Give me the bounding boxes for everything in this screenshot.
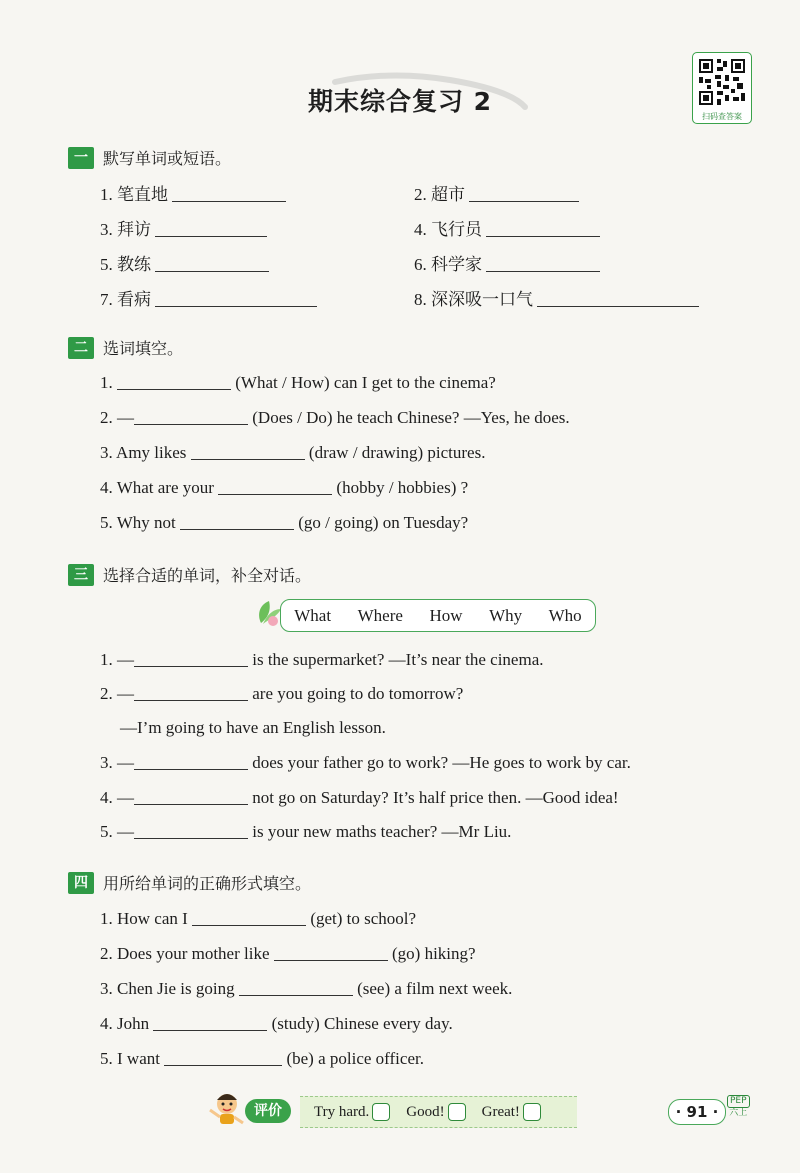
vocab-item: 8. 深深吸一口气 (414, 285, 699, 310)
edition-grade: 六上 (729, 1108, 748, 1118)
section-number: 二 (68, 337, 94, 359)
rating-label: Try hard. (314, 1103, 370, 1120)
section-title: 用所给单词的正确形式填空。 (103, 874, 312, 893)
section-number: 一 (68, 147, 94, 169)
section-1-header (68, 146, 231, 169)
exercise-item: 3. Chen Jie is going (see) a film next week. (100, 979, 513, 998)
exercise-item: 5. Why not (go / going) on Tuesday? (100, 513, 469, 532)
vocab-item: 3. 拜访 (100, 215, 267, 240)
vocab-item: 2. 超市 (414, 180, 579, 205)
answer-blank[interactable] (486, 255, 600, 272)
answer-blank[interactable] (134, 822, 248, 839)
answer-blank[interactable] (134, 788, 248, 805)
word-bank-item: Where (357, 605, 403, 625)
rating-label: Great! (481, 1103, 520, 1120)
answer-blank[interactable] (153, 1014, 267, 1031)
answer-blank[interactable] (191, 443, 305, 460)
section-4-header (68, 871, 311, 894)
edition-badge (727, 1095, 750, 1119)
answer-blank[interactable] (274, 944, 388, 961)
word-bank (280, 599, 596, 632)
edition-code: PEP (727, 1095, 750, 1108)
vocab-item: 6. 科学家 (414, 250, 600, 275)
word-bank-item: What (294, 605, 332, 625)
rating-checkbox[interactable] (523, 1103, 541, 1121)
rating-checkbox[interactable] (372, 1103, 390, 1121)
mascot-icon (205, 1090, 249, 1130)
answer-blank[interactable] (218, 478, 332, 495)
evaluation-label: 评价 (245, 1099, 291, 1123)
exercise-item: 1. How can I (get) to school? (100, 909, 417, 928)
leaf-icon (253, 597, 283, 627)
exercise-item: 3. Amy likes (draw / drawing) pictures. (100, 443, 486, 462)
dialogue-item: 5. — is your new maths teacher? —Mr Liu. (100, 822, 512, 841)
section-number: 三 (68, 564, 94, 586)
section-number: 四 (68, 872, 94, 894)
answer-blank[interactable] (134, 408, 248, 425)
dialogue-item: 4. — not go on Saturday? It’s half price then. —Good idea! (100, 788, 619, 807)
qr-caption: 扫码查答案 (702, 112, 742, 121)
exercise-item: 4. John (study) Chinese every day. (100, 1014, 453, 1033)
exercise-item: 5. I want (be) a police officer. (100, 1049, 424, 1068)
section-2-header (68, 336, 183, 359)
qr-code-icon (697, 57, 747, 107)
qr-code-panel[interactable] (692, 52, 752, 124)
answer-blank[interactable] (537, 290, 699, 307)
vocab-item: 4. 飞行员 (414, 215, 600, 240)
page-title: 期末综合复习 2 (307, 87, 493, 116)
answer-blank[interactable] (180, 513, 294, 530)
word-bank-item: Who (548, 605, 582, 625)
section-title: 选择合适的单词，补全对话。 (103, 566, 312, 585)
page-number: · 91 · (668, 1099, 726, 1125)
answer-blank[interactable] (155, 255, 269, 272)
dialogue-item: 3. — does your father go to work? —He goes to work by car. (100, 753, 631, 772)
dialogue-item: 1. — is the supermarket? —It’s near the cinema. (100, 650, 544, 669)
answer-blank[interactable] (239, 979, 353, 996)
exercise-item: 2. — (Does / Do) he teach Chinese? —Yes, he does. (100, 408, 570, 427)
section-title: 默写单词或短语。 (103, 149, 232, 168)
dialogue-answer: —I’m going to have an English lesson. (120, 718, 386, 737)
section-3-header (68, 563, 311, 586)
answer-blank[interactable] (164, 1049, 282, 1066)
exercise-item: 2. Does your mother like (go) hiking? (100, 944, 476, 963)
dialogue-item: 2. — are you going to do tomorrow? (100, 684, 464, 703)
answer-blank[interactable] (134, 684, 248, 701)
vocab-item: 5. 教练 (100, 250, 269, 275)
answer-blank[interactable] (155, 220, 267, 237)
answer-blank[interactable] (192, 909, 306, 926)
rating-label: Good! (406, 1103, 445, 1120)
vocab-item: 7. 看病 (100, 285, 317, 310)
answer-blank[interactable] (134, 753, 248, 770)
answer-blank[interactable] (486, 220, 600, 237)
answer-blank[interactable] (155, 290, 317, 307)
exercise-item: 1. (What / How) can I get to the cinema? (100, 373, 496, 392)
answer-blank[interactable] (134, 650, 248, 667)
section-title: 选词填空。 (103, 339, 184, 358)
rating-checkbox[interactable] (448, 1103, 466, 1121)
self-evaluation-bar (300, 1096, 577, 1128)
answer-blank[interactable] (172, 185, 286, 202)
answer-blank[interactable] (117, 373, 231, 390)
vocab-item: 1. 笔直地 (100, 180, 286, 205)
answer-blank[interactable] (469, 185, 579, 202)
word-bank-item: Why (489, 605, 523, 625)
exercise-item: 4. What are your (hobby / hobbies) ? (100, 478, 469, 497)
word-bank-item: How (429, 605, 463, 625)
